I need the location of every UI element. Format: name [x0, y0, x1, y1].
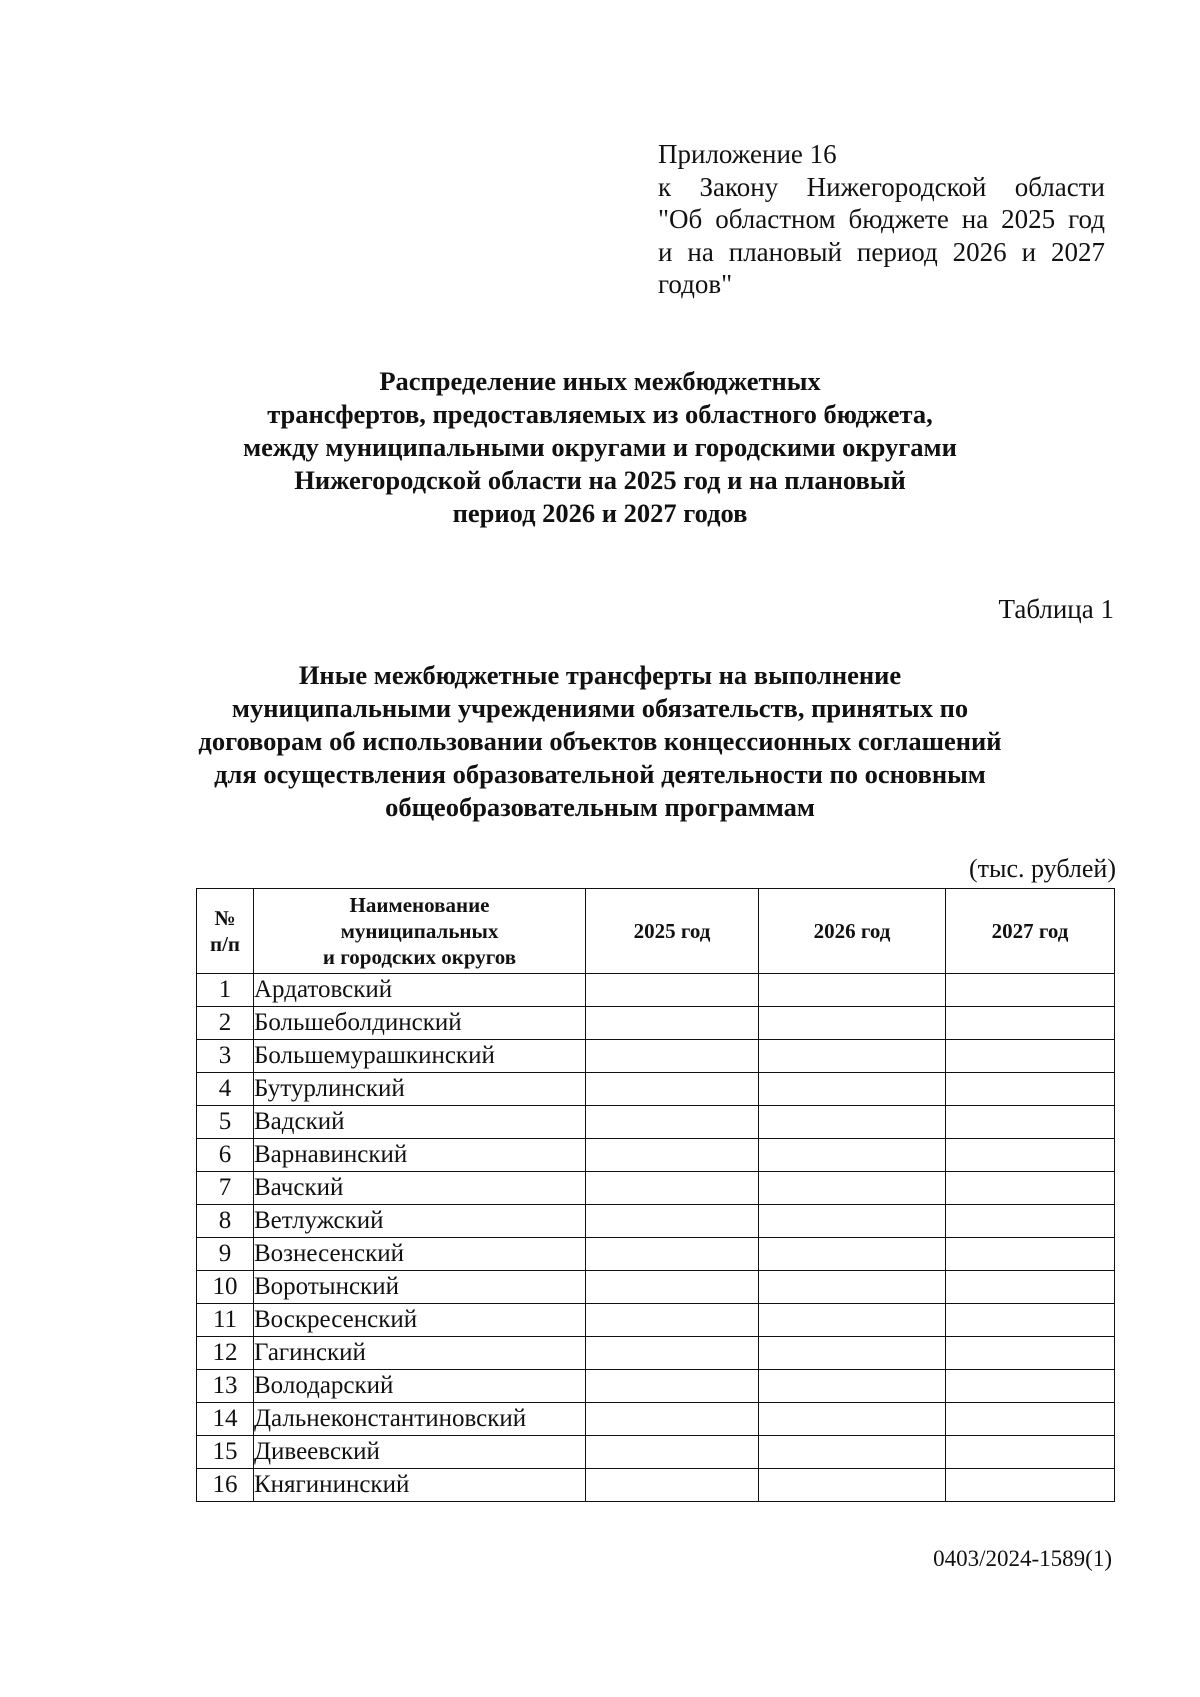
row-number: 4 — [197, 1073, 254, 1106]
row-value-2027 — [946, 1205, 1115, 1238]
table-row — [197, 1304, 1115, 1337]
row-district-name: Большеболдинский — [254, 1007, 586, 1040]
row-value-2027 — [946, 1271, 1115, 1304]
row-number: 2 — [197, 1007, 254, 1040]
row-number: 12 — [197, 1337, 254, 1370]
row-district-name: Варнавинский — [254, 1139, 586, 1172]
row-value-2026 — [759, 1436, 946, 1469]
row-value-2027 — [946, 1436, 1115, 1469]
row-value-2025 — [586, 1271, 759, 1304]
row-number: 11 — [197, 1304, 254, 1337]
table-title-line: для осуществления образовательной деятельности по основным — [214, 759, 986, 789]
table-row — [197, 1073, 1115, 1106]
header-2027: 2027 год — [946, 889, 1115, 974]
header-2025: 2025 год — [586, 889, 759, 974]
row-number: 3 — [197, 1040, 254, 1073]
row-value-2025 — [586, 1106, 759, 1139]
table-row — [197, 1403, 1115, 1436]
table-row — [197, 1172, 1115, 1205]
row-number: 5 — [197, 1106, 254, 1139]
table-row — [197, 1436, 1115, 1469]
row-number: 15 — [197, 1436, 254, 1469]
row-value-2027 — [946, 1304, 1115, 1337]
row-value-2025 — [586, 1337, 759, 1370]
row-value-2025 — [586, 1304, 759, 1337]
row-district-name: Володарский — [254, 1370, 586, 1403]
row-value-2026 — [759, 1337, 946, 1370]
row-value-2025 — [586, 1238, 759, 1271]
row-value-2026 — [759, 1370, 946, 1403]
row-value-2027 — [946, 974, 1115, 1007]
table-row — [197, 974, 1115, 1007]
row-value-2026 — [759, 1304, 946, 1337]
row-district-name: Гагинский — [254, 1337, 586, 1370]
table-row — [197, 1040, 1115, 1073]
header-name — [254, 889, 586, 974]
appendix-line: годов" — [658, 269, 733, 299]
table-row — [197, 1007, 1115, 1040]
header-num-line: № — [214, 906, 236, 930]
row-value-2025 — [586, 1007, 759, 1040]
row-value-2025 — [586, 1172, 759, 1205]
row-value-2025 — [586, 1370, 759, 1403]
row-number: 7 — [197, 1172, 254, 1205]
row-number: 16 — [197, 1469, 254, 1502]
row-district-name: Дальнеконстантиновский — [254, 1403, 586, 1436]
row-number: 9 — [197, 1238, 254, 1271]
row-value-2025 — [586, 1040, 759, 1073]
row-value-2027 — [946, 1106, 1115, 1139]
transfers-table — [196, 888, 1115, 1502]
row-value-2027 — [946, 1073, 1115, 1106]
row-value-2026 — [759, 1238, 946, 1271]
row-value-2026 — [759, 1139, 946, 1172]
appendix-line: "Об областном бюджете на 2025 год — [658, 204, 1105, 234]
row-value-2026 — [759, 1205, 946, 1238]
row-district-name: Ардатовский — [254, 974, 586, 1007]
row-district-name: Воротынский — [254, 1271, 586, 1304]
header-name-line: и городских округов — [322, 945, 517, 969]
row-number: 1 — [197, 974, 254, 1007]
row-value-2027 — [946, 1139, 1115, 1172]
row-district-name: Вознесенский — [254, 1238, 586, 1271]
document-title-line: период 2026 и 2027 годов — [452, 498, 748, 528]
row-value-2026 — [759, 974, 946, 1007]
appendix-line: к Закону Нижегородской области — [658, 171, 1105, 202]
row-district-name: Большемурашкинский — [254, 1040, 586, 1073]
row-district-name: Дивеевский — [254, 1436, 586, 1469]
table-header-row — [197, 889, 1115, 974]
table-title-line: муниципальными учреждениями обязательств, принятых по — [231, 693, 969, 723]
row-value-2027 — [946, 1403, 1115, 1436]
document-title-line: трансфертов, предоставляемых из областного бюджета, — [267, 399, 933, 429]
table-title-line: договорам об использовании объектов концессионных соглашений — [198, 726, 1002, 756]
header-name-line: Наименование — [349, 893, 490, 917]
document-title-line: Нижегородской области на 2025 год и на плановый — [294, 465, 906, 495]
table-row — [197, 1205, 1115, 1238]
document-title — [150, 365, 1050, 530]
row-value-2025 — [586, 974, 759, 1007]
header-num-line: п/п — [209, 932, 241, 956]
row-value-2027 — [946, 1238, 1115, 1271]
header-num — [197, 889, 254, 974]
row-value-2027 — [946, 1370, 1115, 1403]
row-value-2025 — [586, 1139, 759, 1172]
row-district-name: Воскресенский — [254, 1304, 586, 1337]
row-value-2027 — [946, 1040, 1115, 1073]
table-row — [197, 1337, 1115, 1370]
table-row — [197, 1370, 1115, 1403]
row-value-2026 — [759, 1172, 946, 1205]
row-number: 8 — [197, 1205, 254, 1238]
row-number: 14 — [197, 1403, 254, 1436]
table-title-line: Иные межбюджетные трансферты на выполнение — [298, 660, 902, 690]
row-value-2025 — [586, 1073, 759, 1106]
row-value-2025 — [586, 1205, 759, 1238]
unit-label: (тыс. рублей) — [968, 854, 1116, 883]
table-row — [197, 1271, 1115, 1304]
row-number: 10 — [197, 1271, 254, 1304]
row-value-2027 — [946, 1007, 1115, 1040]
appendix-line: и на плановый период 2026 и 2027 — [658, 236, 1105, 267]
row-district-name: Ветлужский — [254, 1205, 586, 1238]
row-value-2026 — [759, 1403, 946, 1436]
row-number: 13 — [197, 1370, 254, 1403]
header-2026: 2026 год — [759, 889, 946, 974]
table-row — [197, 1139, 1115, 1172]
row-district-name: Вадский — [254, 1106, 586, 1139]
row-number: 6 — [197, 1139, 254, 1172]
row-value-2025 — [586, 1403, 759, 1436]
row-value-2025 — [586, 1436, 759, 1469]
document-code: 0403/2024-1589(1) — [933, 1546, 1112, 1571]
header-name-line: муниципальных — [340, 919, 499, 943]
row-value-2026 — [759, 1469, 946, 1502]
table-row — [197, 1469, 1115, 1502]
row-district-name: Вачский — [254, 1172, 586, 1205]
appendix-line: Приложение 16 — [658, 139, 837, 169]
row-value-2026 — [759, 1007, 946, 1040]
row-value-2026 — [759, 1073, 946, 1106]
row-district-name: Бутурлинский — [254, 1073, 586, 1106]
row-value-2026 — [759, 1106, 946, 1139]
document-title-line: Распределение иных межбюджетных — [379, 366, 821, 396]
table-row — [197, 1106, 1115, 1139]
row-district-name: Княгининский — [254, 1469, 586, 1502]
table-row — [197, 1238, 1115, 1271]
row-value-2027 — [946, 1469, 1115, 1502]
appendix-block — [658, 138, 1105, 301]
table-title-line: общеобразовательным программам — [385, 792, 815, 822]
row-value-2026 — [759, 1040, 946, 1073]
row-value-2027 — [946, 1337, 1115, 1370]
table-label: Таблица 1 — [998, 594, 1114, 624]
document-title-line: между муниципальными округами и городскими округами — [243, 432, 957, 462]
row-value-2027 — [946, 1172, 1115, 1205]
table-body — [197, 974, 1115, 1502]
row-value-2026 — [759, 1271, 946, 1304]
table-title — [150, 659, 1050, 824]
row-value-2025 — [586, 1469, 759, 1502]
